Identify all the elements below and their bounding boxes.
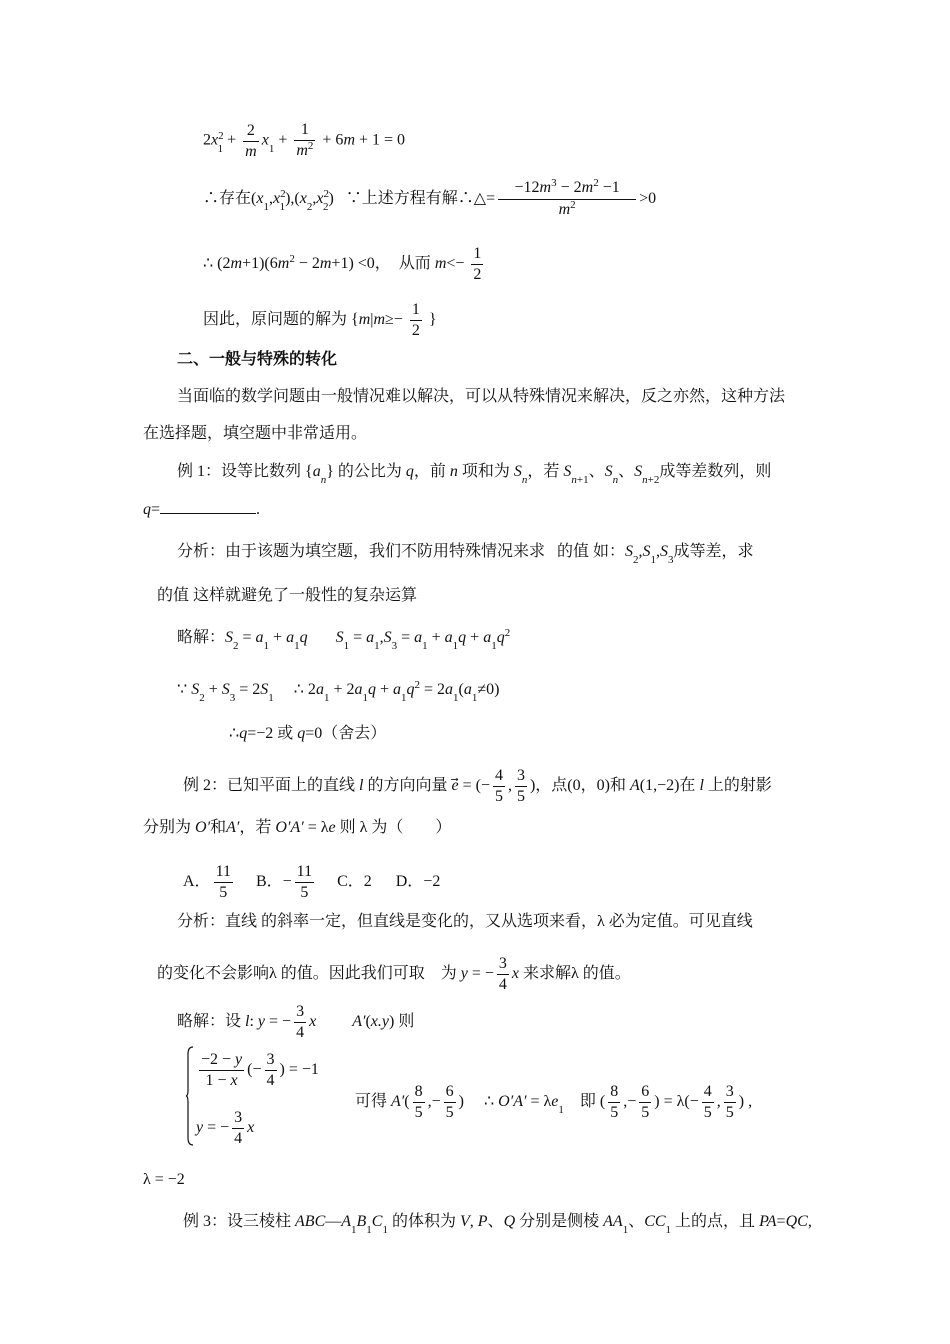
example2-analysis-1: 分析：直线 的斜率一定，但直线是变化的，又从选项来看，λ 必为定值。可见直线: [177, 913, 753, 930]
example2-line-1: 例 2：已知平面上的直线 l 的方向向量 e⃗ = (− $\frac{4}{5}$ , $\frac{3}{5}$ )，点(0，0)和 A(1,−2)在 l 上的射影: [183, 767, 772, 805]
example3-line-1: 例 3：设三棱柱 $ABC—A_1B_1C_1$ 的体积为 V, P、Q 分别是侧棱 $AA_1$、$CC_1$ 上的点，且 PA=QC,: [183, 1213, 812, 1236]
equation-system: [186, 1046, 356, 1146]
example1-solution-2: ∵ $S_2 + S_3 = 2S_1$ ∴ $2a_1 + 2a_1q + a_1q^2 = 2a_1(a_1\ne 0)$: [177, 679, 500, 704]
system-row-1: $\frac{-2 - y}{1 - x}$ (− $\frac{3}{4}$ ) = −1: [201, 1051, 319, 1089]
example2-solution-1: 略解：设 l: y = − $\frac{3}{4}$ x A′(x.y) 则: [177, 1003, 415, 1041]
example2-options: A． $\frac{11}{5}$ B．− $\frac{11}{5}$ C．2 D．−2: [183, 863, 441, 901]
example2-analysis-2: 的变化不会影响λ 的值。因此我们可取 为 y = − $\frac{3}{4}$ x 来求解λ 的值。: [157, 955, 631, 993]
equation-line-2: ∴存在$(x_1,x^2_1),(x_2,x^2_2)$ ∵上述方程有解∴△= $\frac{-12m^3 - 2m^2 -1}{m^2}$ >0: [203, 177, 657, 218]
intro-line-2: 在选择题，填空题中非常适用。: [143, 425, 368, 442]
example1-solution-3: ∴q=−2 或 q=0（舍去）: [229, 725, 387, 742]
equation-line-4: 因此，原问题的解为 {m|m≥− $\frac{1}{2}$ }: [203, 301, 437, 339]
section-heading: 二、一般与特殊的转化: [177, 351, 338, 368]
equation-line-1: $2x^2_1$ + $\frac{2}{m}$ $x_1$ + $\frac{1}{m^2}$ + 6m + 1 = 0: [203, 121, 406, 160]
lambda-result: λ = −2: [143, 1171, 185, 1188]
equation-line-3: ∴ $(2m+1)(6m^2 - 2m+1) <0$， 从而 m<− $\frac{1}{2}$: [203, 245, 482, 283]
left-brace-icon: [186, 1046, 194, 1146]
intro-line-1: 当面临的数学问题由一般情况难以解决，可以从特殊情况来解决，反之亦然，这种方法: [177, 388, 786, 405]
example1-analysis-2: 的值 这样就避免了一般性的复杂运算: [157, 587, 418, 604]
example1-line-1: 例 1：设等比数列 $\{a_n\}$ 的公比为 q，前 n 项和为 $S_n$，若 $S_{n+1}$、$S_n$、$S_{n+2}$成等差数列，则: [177, 463, 772, 486]
example1-analysis-1: 分析：由于该题为填空题，我们不防用特殊情况来求 的值 如：$S_2,S_1,S_3$成等差，求: [177, 543, 754, 566]
example1-solution-1: 略解：$S_2 = a_1 + a_1q$ $S_1 = a_1,S_3 = a_1 + a_1q + a_1q^2$: [177, 627, 511, 652]
answer-blank: [160, 499, 256, 514]
system-row-2: y = − $\frac{3}{4}$ x: [196, 1109, 255, 1147]
system-result: 可得 A′( $\frac{8}{5}$ ,− $\frac{6}{5}$ ) ∴ $O'A' = \lambda e_1$ 即 ( $\frac{8}{5}$ ,− $\frac{6}{5}$ ) = λ(− $\frac{4}{5}$ , $\frac{3}{5}$ ) ,: [355, 1083, 753, 1121]
example1-line-2: q= .: [143, 501, 261, 518]
example2-line-2: 分别为 O′和A′，若 O′A′ = λe 则 λ 为（ ）: [143, 819, 452, 836]
